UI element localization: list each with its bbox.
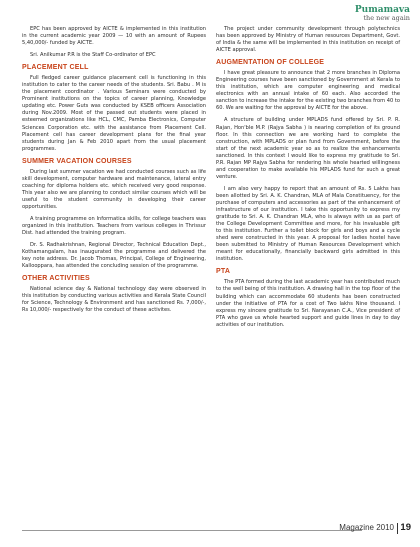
masthead-tagline: the new again bbox=[363, 14, 410, 22]
page-number: 19 bbox=[400, 522, 411, 533]
heading-placement-cell: PLACEMENT CELL bbox=[22, 64, 89, 72]
footer-divider bbox=[397, 523, 398, 534]
left-column bbox=[22, 26, 206, 334]
paragraph: I am also very happy to report that an amount of Rs. 5 Lakhs has been allotted by Sri. A. K. Chandran, MLA of Mala Constituency, for the purchase of computers and accessories as part of the enhancement of infrastructure of our institution. I take this opportunity to express my gratitude to Sri. A. K. Chandran MLA, who is always with us as part of the College Development Committee and more, for his invaluable gift to this institution. Further a toilet block for girls and boys and a cycle shed were constructed in this year. A proposal for ladies hostel have been submitted to Ministry of Human Resources Development which meant for educationally, financially backward girls admitted in this institution. bbox=[216, 185, 400, 263]
paragraph: Sri. Anilkumar P.R is the Staff Co-ordinator of EPC bbox=[30, 52, 156, 59]
heading-pta: PTA bbox=[216, 268, 231, 276]
paragraph: National science day & National technology day were observed in this institution by conducting various activities and Kerala State Council for Science, Technology & Environment and has sanctioned Rs. 7,000/-, Rs 10,000/- respectively for the conduct of these activites. bbox=[22, 286, 206, 314]
masthead bbox=[355, 6, 410, 22]
footer-rule bbox=[22, 530, 362, 531]
masthead-brand: Pumamava bbox=[354, 5, 410, 15]
right-column bbox=[216, 26, 400, 334]
paragraph: The project under community development through polytechnics has been approved by Ministry of Human resources Department, Govt. of India & the same will be implemented in this institution on receipt of AICTE approval. bbox=[216, 26, 400, 54]
paragraph: Dr. S. Radhakrishnan, Regional Director, Technical Education Dept., Kothamangalam, has inaugurated the programme and delivered the key note address. Dr. Jacob Thomas, Principal, College of Engineering, Kallooppara, has attended the concluding session of the programme. bbox=[22, 242, 206, 270]
paragraph: The PTA formed during the last academic year has contributed much to the well being of this institution. A drawing hall in the top floor of the building which can accommodate 60 students has been constructed under the initiative of PTA for a cost of Two lakhs Nine thousand. I express my sincere gratitude to Sri. Narayanan C.A., Vice president of PTA who gave us whole hearted support and guide lines in day to day activities of our institution. bbox=[216, 279, 400, 328]
heading-summer-vacation-courses: SUMMER VACATION COURSES bbox=[22, 157, 132, 165]
footer-magazine-title: Magazine 2010 bbox=[339, 523, 394, 532]
heading-other-activities: OTHER ACTIVITIES bbox=[22, 275, 90, 283]
paragraph: EPC has been approved by AICTE & implemented in this institution in the current academic year 2009 — 10 with an amount of Rupees 5,40,000/- funded by AICTE. bbox=[22, 26, 206, 47]
article-body bbox=[22, 26, 400, 334]
paragraph: During last summer vacation we had conducted courses such as life skill development, computer hardware and maintenance, lateral entry coaching for diploma holders etc. which received very good response. This year also we are planning to conduct similar courses which will be useful to the student community in developing their career opportunities. bbox=[22, 168, 206, 210]
page-footer bbox=[22, 523, 420, 537]
heading-augmentation-of-college: AUGMENTATION OF COLLEGE bbox=[216, 59, 325, 67]
paragraph: Full fledged career guidance placement cell is functioning in this institution to cater to the career needs of the students. Sri. Babu . M is the placement coordinator . Various Seminars were conducted by Prominent institutions on the topics of career planning, Knowledge updating etc. Power Guts was conducted by KSEB officers Association during Nov.2009. Most of the passed out students were placed in esteemed organizations like HCL, CMC, Pamba Electronics, Computer Sciences Corporation etc. with the assistance from Placement Cell. Placement cell has career development plans for the final year students during Jan & Feb 2010 apart from the usual placement programmes. bbox=[22, 75, 206, 152]
paragraph: A training programme on Informatica skills, for college teachers was organized in this institution. Teachers from various colleges in Thrissur Dist. had attended the training program. bbox=[22, 215, 206, 237]
paragraph: I have great pleasure to announce that 2 more branches in Diploma Engineering courses have been sanctioned by Government at Kerala to this institution, which are computer engineering and medical electronics with an annual intake of 60 each. Also accorded the sanction to increase the intake for the existing two branches from 40 to 60. We are waiting for the approval by AICTE for the above. bbox=[216, 70, 400, 112]
paragraph: A structure of building under MPLADS fund offered by Sri. P. R. Rajan, Hon'ble M.P. (Rajya Sabha ) is nearing completion of its ground floor. In this connection we are working hard to complete the construction, with MPLADS or plan fund from Government, before the start of the next academic year so as to realize the enhancements sanctioned. In this context I would like to express my gratitude to Sri. P.R. Rajan MP Rajya Sabha for rendering his whole hearted willingness and cooperation to make available his MPLADS fund for such a great venture. bbox=[216, 117, 400, 180]
